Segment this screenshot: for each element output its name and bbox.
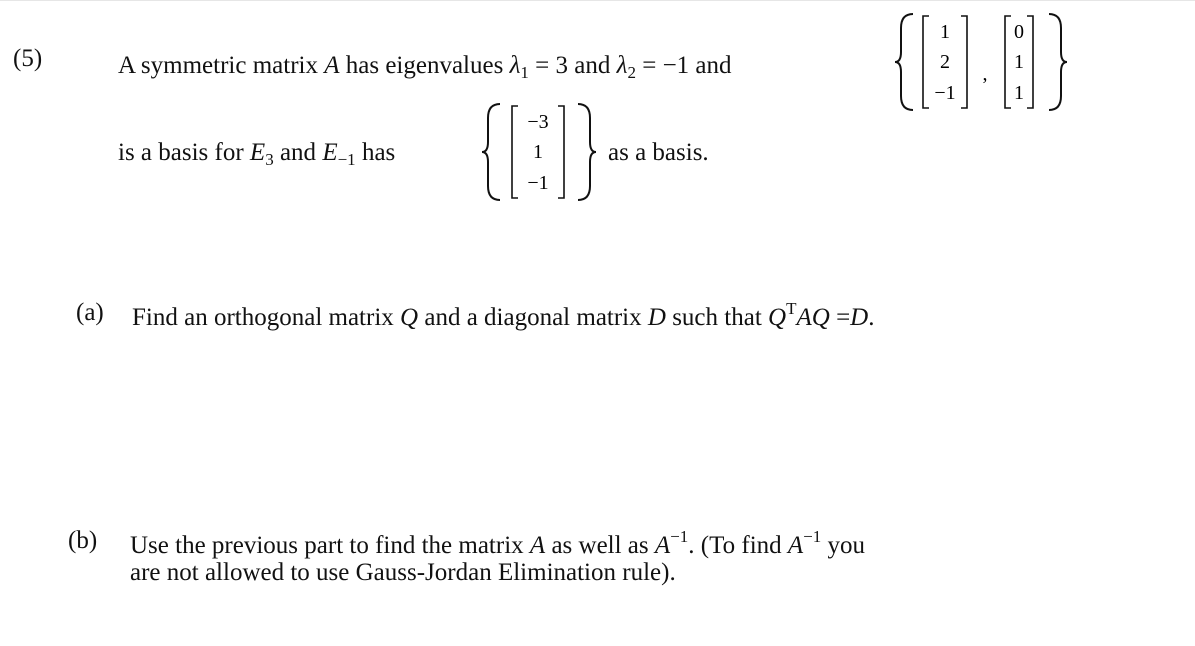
Q-symbol: Q <box>400 304 419 331</box>
lambda1-value: = 3 <box>535 52 569 79</box>
QTAQ-expression: $Q^TAQ$ <box>768 299 830 331</box>
vector2-entry-1: 0 <box>1014 21 1024 43</box>
A-inverse-symbol-2: $A^{-1}$ <box>787 527 822 559</box>
D-symbol: D <box>647 304 666 331</box>
basis-set-Em1 <box>480 98 600 206</box>
basis-set-E3 <box>893 6 1083 118</box>
line1-and1: and <box>574 52 611 79</box>
vector1-entry-1: 1 <box>940 21 950 43</box>
E3-symbol: $E_3$ <box>249 139 274 169</box>
equals-sign: = <box>836 304 851 331</box>
part-a-text <box>132 300 874 330</box>
line1-mid: has eigenvalues <box>345 52 504 79</box>
problem-statement-line2 <box>118 140 395 168</box>
part-b-label: (b) <box>68 527 98 554</box>
part-b-line2: are not allowed to use Gauss-Jordan Elimination rule). <box>130 559 676 586</box>
left-brace <box>895 14 913 110</box>
A-inverse-symbol: $A^{-1}$ <box>654 527 689 559</box>
line2-suffix: as a basis. <box>608 139 709 166</box>
line2-has: has <box>361 139 396 166</box>
vector-separator-comma: , <box>982 63 988 85</box>
vector-left-bracket <box>512 106 518 198</box>
part-b-line1-end: you <box>827 532 866 559</box>
Em1-symbol: $E_{-1}$ <box>322 139 356 169</box>
line2-prefix: is a basis for <box>118 139 244 166</box>
vector1-left-bracket <box>923 16 929 108</box>
right-brace <box>578 104 596 200</box>
part-b-line1-post: . (To find <box>688 532 782 559</box>
left-brace <box>482 104 500 200</box>
line1-prefix: A symmetric matrix <box>118 52 318 79</box>
vector2-entry-3: 1 <box>1014 82 1024 104</box>
part-a-mid: and a diagonal matrix <box>424 304 642 331</box>
vector1-entry-3: −1 <box>934 82 956 104</box>
line1-and2: and <box>695 52 732 79</box>
part-b-line1-pre: Use the previous part to find the matrix <box>130 532 524 559</box>
vector2-right-bracket <box>1027 16 1033 108</box>
vector2-entry-2: 1 <box>1014 51 1024 73</box>
vector-entry-1: −3 <box>527 111 549 133</box>
line2-and: and <box>279 139 317 166</box>
vector-right-bracket <box>558 106 564 198</box>
part-b-line1 <box>130 528 865 558</box>
part-a-prefix: Find an orthogonal matrix <box>132 304 394 331</box>
part-a-suchthat: such that <box>672 304 762 331</box>
lambda2-symbol: $\lambda_2$ <box>616 52 636 82</box>
lambda2-value: = −1 <box>642 52 690 79</box>
part-b-line1-mid: as well as <box>551 532 649 559</box>
D-result: D <box>850 304 869 331</box>
problem-statement-line1 <box>118 53 732 81</box>
vector2-left-bracket <box>1005 16 1011 108</box>
period: . <box>868 304 875 331</box>
lambda1-symbol: $\lambda_1$ <box>509 52 529 82</box>
vector1-right-bracket <box>961 16 967 108</box>
vector1-entry-2: 2 <box>940 51 950 73</box>
A-symbol: A <box>529 532 546 559</box>
part-a-label: (a) <box>76 299 104 326</box>
matrix-A-symbol: A <box>324 52 340 79</box>
top-border <box>0 0 1195 1</box>
problem-number: (5) <box>13 45 43 72</box>
vector-entry-2: 1 <box>533 141 543 163</box>
right-brace <box>1049 14 1067 110</box>
vector-entry-3: −1 <box>527 172 549 194</box>
